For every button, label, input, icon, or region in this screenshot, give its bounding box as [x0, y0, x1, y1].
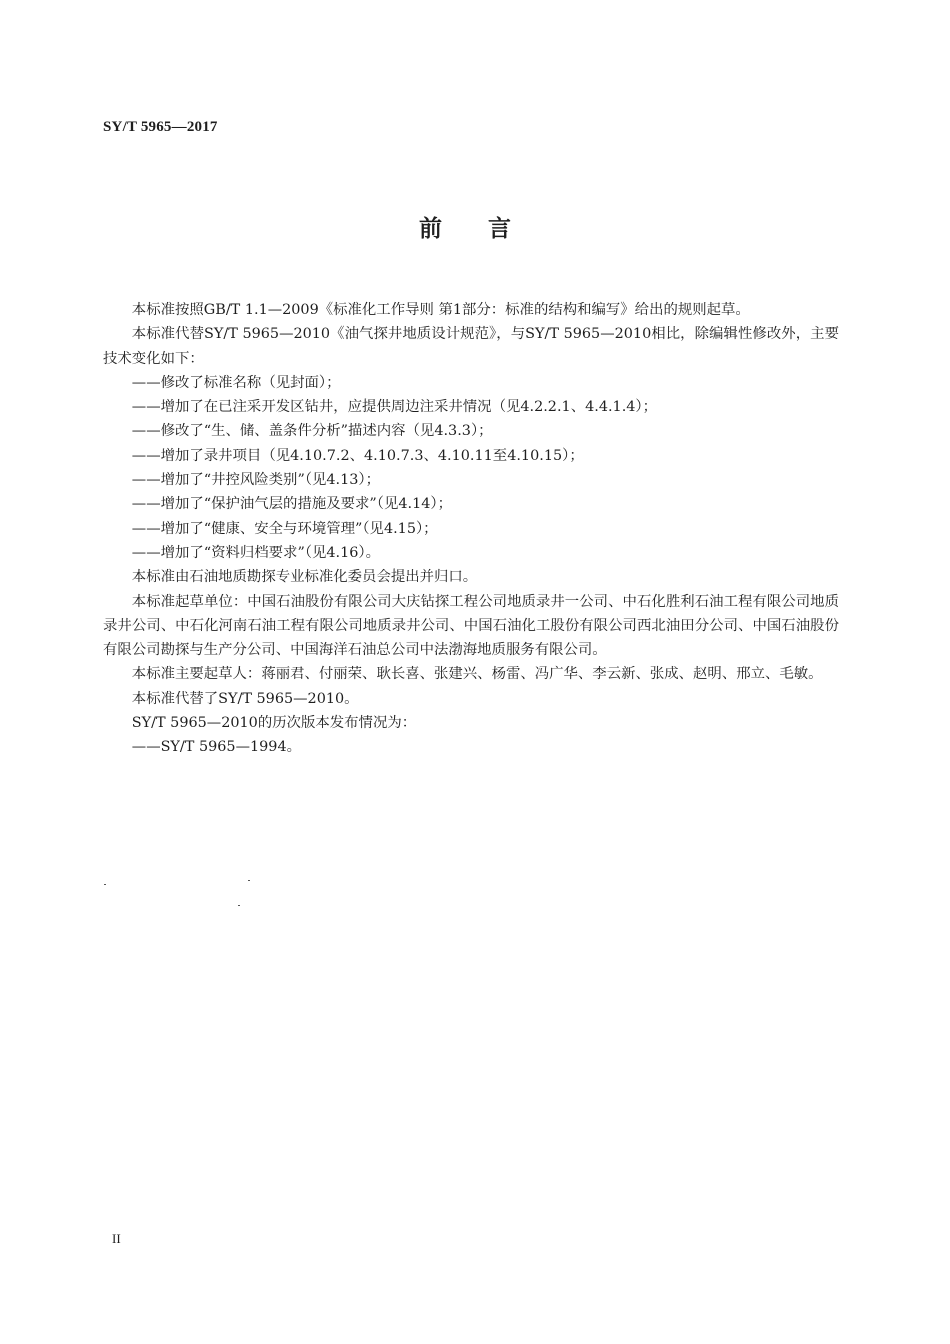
change-item: ——增加了“井控风险类别”（见4.13）；: [131, 472, 381, 489]
scan-speck: [248, 880, 250, 881]
paragraph-replacement: 本标准代替SY/T 5965—2010《油气探井地质设计规范》，与SY/T 5965—2010相比，除编辑性修改外，主要技术变化如下：: [103, 326, 839, 367]
paragraph-supersedes: 本标准代替了SY/T 5965—2010。: [131, 690, 359, 707]
change-item: ——增加了“资料归档要求”（见4.16）。: [131, 544, 381, 561]
standard-code: SY/T 5965—2017: [103, 119, 218, 135]
scan-speck: [104, 884, 106, 885]
foreword-body: [103, 298, 839, 760]
change-item: ——增加了录井项目（见4.10.7.2、4.10.7.3、4.10.11至4.10.15）；: [131, 447, 584, 464]
title-char-1: 前: [419, 216, 442, 242]
paragraph-drafting-units: 本标准起草单位：中国石油股份有限公司大庆钻探工程公司地质录井一公司、中石化胜利石油工程有限公司地质录井公司、中石化河南石油工程有限公司地质录井公司、中国石油化工股份有限公司西北油田分公司、中国石油股份有限公司勘探与生产分公司、中国海洋石油总公司中法渤海地质服务有限公司。: [103, 593, 839, 659]
change-item: ——修改了标准名称（见封面）；: [131, 374, 341, 391]
change-item: ——增加了“保护油气层的措施及要求”（见4.14）；: [131, 496, 452, 513]
change-item: ——增加了在已注采开发区钻井，应提供周边注采井情况（见4.2.2.1、4.4.1.4）；: [131, 399, 658, 416]
title-char-2: 言: [488, 216, 511, 242]
paragraph-history-intro: SY/T 5965—2010的历次版本发布情况为：: [131, 715, 417, 732]
scan-speck: [238, 905, 240, 906]
change-item: ——修改了“生、储、盖条件分析”描述内容（见4.3.3）；: [131, 423, 493, 440]
paragraph-drafting-rules: 本标准按照GB/T 1.1—2009《标准化工作导则 第1部分：标准的结构和编写》给出的规则起草。: [131, 302, 750, 318]
change-item: ——增加了“健康、安全与环境管理”（见4.15）；: [131, 520, 438, 537]
paragraph-proposer: 本标准由石油地质勘探专业标准化委员会提出并归口。: [131, 569, 478, 586]
page-title: [0, 210, 930, 243]
history-item: ——SY/T 5965—1994。: [131, 739, 301, 756]
paragraph-drafters: 本标准主要起草人：蒋丽君、付丽荣、耿长喜、张建兴、杨雷、冯广华、李云新、张成、赵明、邢立、毛敏。: [131, 666, 823, 683]
page-number: II: [112, 1231, 121, 1246]
